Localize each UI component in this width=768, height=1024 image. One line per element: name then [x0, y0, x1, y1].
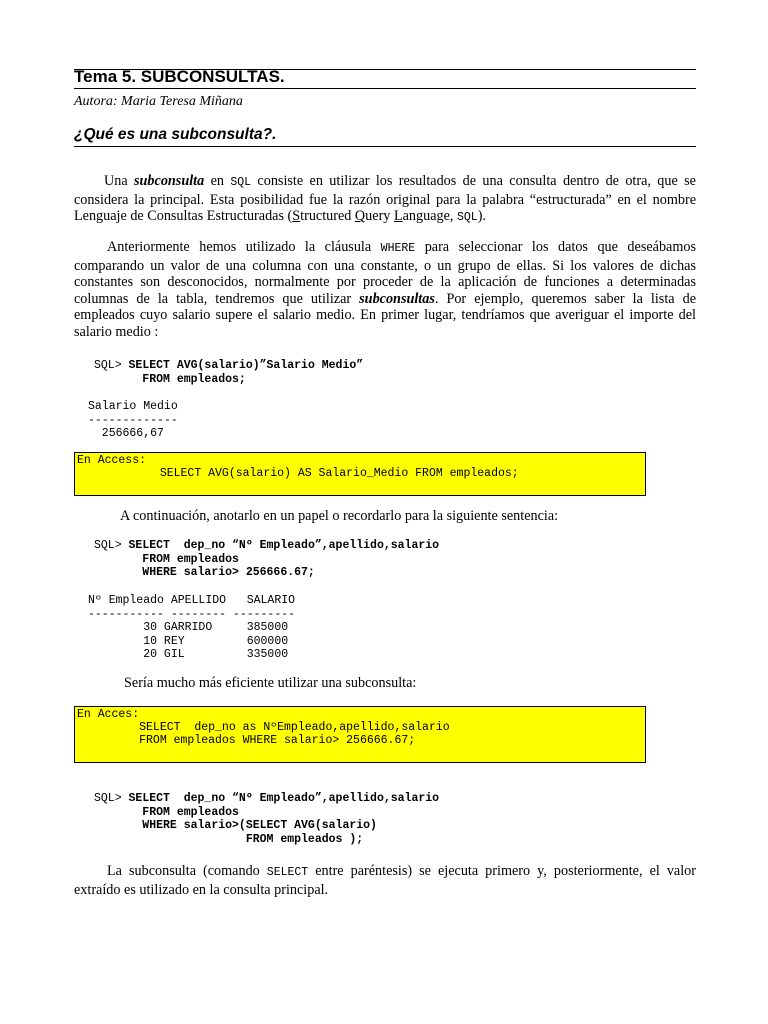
paragraph-subquery-explain: La subconsulta (comando SELECT entre paréntesis) se ejecuta primero y, posteriormente, el valor extraído es utilizado en la consulta principal. [74, 863, 696, 898]
employee-result-table: Nº Empleado APELLIDO SALARIO ----------- -------- --------- 30 GARRIDO 385000 10 REY 600000 20 GIL 335000 [88, 594, 296, 661]
table-row: 10 REY 600000 [88, 634, 289, 648]
paragraph-where: Anteriormente hemos utilizado la cláusula WHERE para seleccionar los datos que deseábamos comparando un valor de una columna con una constante, o un grupo de ellas. Si los valores de dichas constantes son desconocidos, normalmente por proceder de la aplicación de funciones a determinadas columnas de la tabla, tendremos que utilizar subconsultas. Por ejemplo, queremos saber la lista de empleados cuyo salario supere el salario medio. En primer lugar, tendríamos que averiguar el importe del salario medio : [74, 239, 696, 340]
table-row: 20 GIL 335000 [88, 648, 289, 661]
sql-filter-query: SQL> SELECT dep_no “Nº Empleado”,apellido,salario FROM empleados WHERE salario> 256666.67; [94, 539, 440, 579]
paragraph-continue: A continuación, anotarlo en un papel o recordarlo para la siguiente sentencia: [120, 508, 559, 524]
author-line: Autora: Maria Teresa Miñana [74, 94, 243, 109]
title-bottom-rule [74, 88, 696, 89]
access-note-box-2: En Acces: SELECT dep_no as NºEmpleado,apellido,salario FROM empleados WHERE salario> 256666.67; [74, 706, 646, 763]
sql-subquery: SQL> SELECT dep_no “Nº Empleado”,apellido,salario FROM empleados WHERE salario>(SELECT AVG(salario) FROM empleados ); [94, 792, 440, 846]
access-note-box-1: En Access: SELECT AVG(salario) AS Salario_Medio FROM empleados; [74, 452, 646, 496]
page-title: Tema 5. SUBCONSULTAS. [74, 67, 285, 86]
section-title: ¿Qué es una subconsulta?. [74, 126, 277, 143]
avg-result: Salario Medio ------------- 256666,67 [88, 400, 178, 440]
table-row: 30 GARRIDO 385000 [88, 621, 289, 634]
paragraph-efficient: Sería mucho más eficiente utilizar una subconsulta: [124, 675, 417, 691]
section-rule [74, 146, 696, 147]
paragraph-intro: Una subconsulta en SQL consiste en utilizar los resultados de una consulta dentro de otra, que se considera la principal. Esta posibilidad fue la razón original para la palabra “estructurada” en el nombre Lenguaje de Consultas Estructuradas (Structured Query Language, SQL). [74, 173, 696, 224]
sql-avg-query: SQL> SELECT AVG(salario)”Salario Medio” FROM empleados; [94, 359, 364, 386]
